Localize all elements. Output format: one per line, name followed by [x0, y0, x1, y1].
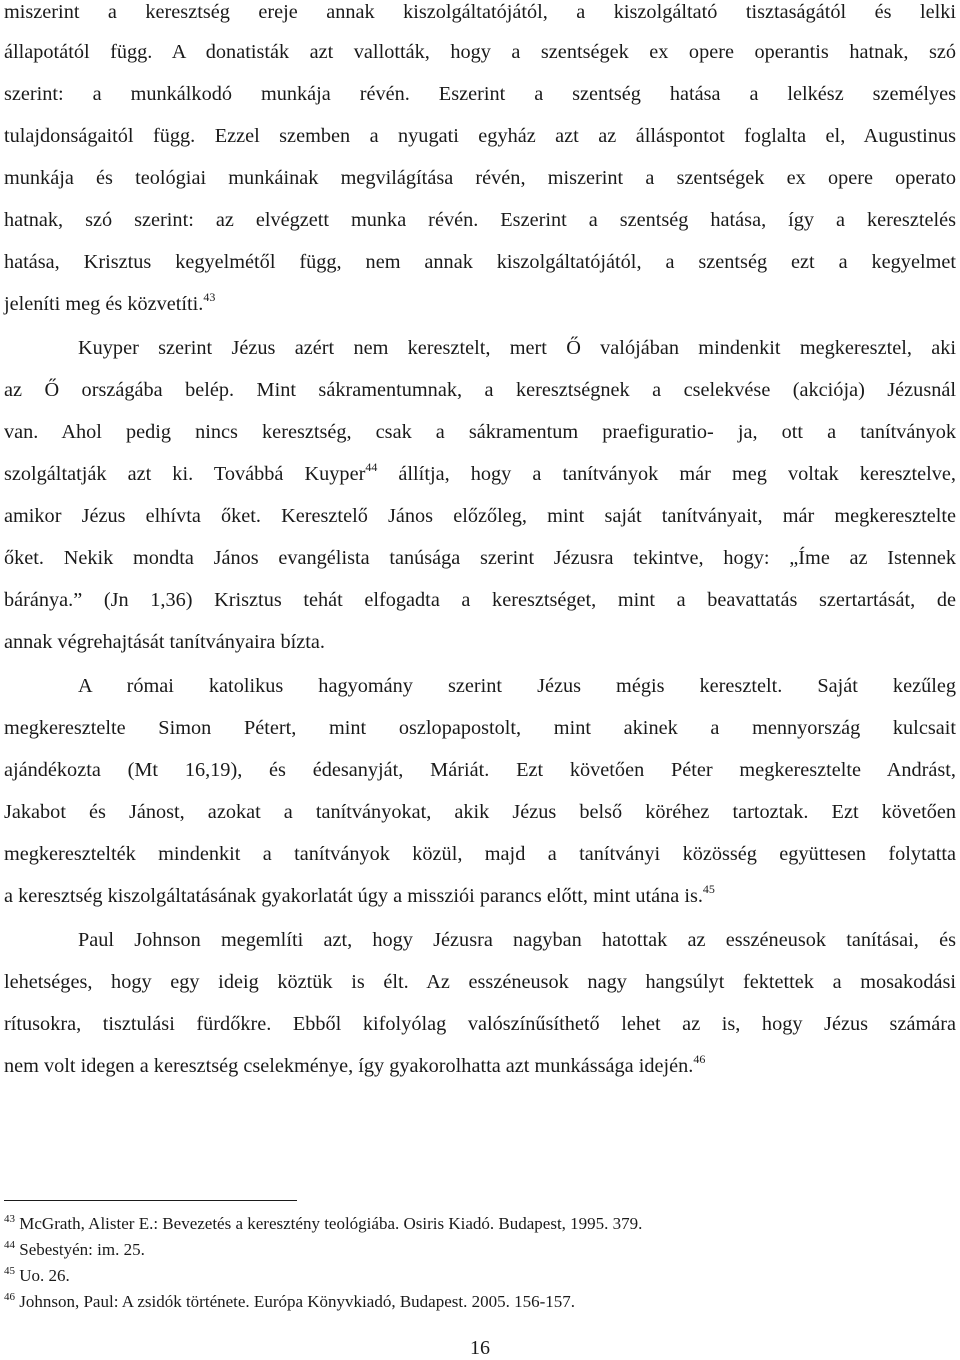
body-text-line: Kuyper szerint Jézus azért nem keresztelt, mert Ő valójában mindenkit megkeresztel, aki — [78, 337, 956, 359]
line-text: a keresztség kiszolgáltatásának gyakorlatát úgy a missziói parancs előtt, mint utána is. — [4, 885, 703, 907]
body-text-line — [4, 462, 956, 486]
body-text-line: az Ő országába belép. Mint sákramentumnak, a keresztségnek a cselekvése (akciója) Jézusnál — [4, 379, 956, 401]
footnote-text: Uo. 26. — [19, 1266, 70, 1285]
body-text-line: annak végrehajtását tanítványaira bízta. — [4, 631, 325, 653]
body-text-line: Jakabot és Jánost, azokat a tanítványokat, akik Jézus belső köréhez tartoztak. Ezt követően — [4, 801, 956, 823]
body-text-line — [4, 1054, 956, 1078]
body-text-line: Paul Johnson megemlíti azt, hogy Jézusra nagyban hatottak az esszéneusok tanításai, és — [78, 929, 956, 951]
body-text-line: munkája és teológiai munkáinak megvilágítása révén, miszerint a szentségek ex opere operato — [4, 167, 956, 189]
footnote-ref[interactable]: 43 — [203, 290, 216, 304]
body-text-line: rítusokra, tisztulási fürdőkre. Ebből kifolyólag valószínűsíthető lehet az is, hogy Jézus számára — [4, 1013, 956, 1035]
body-text-line: báránya.” (Jn 1,36) Krisztus tehát elfogadta a keresztséget, mint a beavattatás szertartását, de — [4, 589, 956, 611]
page-number: 16 — [470, 1337, 490, 1359]
body-text-line: A római katolikus hagyomány szerint Jézus mégis keresztelt. Saját kezűleg — [78, 675, 956, 697]
footnote — [4, 1240, 145, 1260]
footnote-ref[interactable]: 44 — [365, 460, 378, 474]
footnote-ref[interactable]: 46 — [693, 1052, 706, 1066]
body-text-line: megkeresztelte Simon Pétert, mint oszlopapostolt, mint akinek a mennyország kulcsait — [4, 717, 956, 739]
footnote-number: 46 — [4, 1291, 15, 1303]
body-text-line: hatása, Krisztus kegyelmétől függ, nem annak kiszolgáltatójától, a szentség ezt a kegyelmet — [4, 251, 956, 273]
line-text: állítja, hogy a tanítványok már meg voltak keresztelve, — [377, 463, 956, 485]
footnote-number: 45 — [4, 1265, 15, 1277]
line-text: jeleníti meg és közvetíti. — [4, 293, 204, 315]
footnote — [4, 1214, 642, 1234]
footnote — [4, 1292, 575, 1312]
footnote-separator — [4, 1200, 297, 1201]
footnote-text: Johnson, Paul: A zsidók története. Európa Könyvkiadó, Budapest. 2005. 156-157. — [19, 1292, 575, 1311]
line-text: nem volt idegen a keresztség cselekménye, így gyakorolhatta azt munkássága idején. — [4, 1055, 694, 1077]
body-text-line: megkeresztelték mindenkit a tanítványok közül, majd a tanítványi közösség együttesen folytatta — [4, 843, 956, 865]
footnote-text: Sebestyén: im. 25. — [19, 1240, 145, 1259]
body-text-line — [4, 884, 956, 908]
body-text-line: miszerint a keresztség ereje annak kiszolgáltatójától, a kiszolgáltató tisztaságától és lelki — [4, 1, 956, 23]
line-text: szolgáltatják azt ki. Továbbá Kuyper — [4, 463, 366, 485]
footnote-text: McGrath, Alister E.: Bevezetés a keresztény teológiába. Osiris Kiadó. Budapest, 1995. 379. — [19, 1214, 643, 1233]
body-text-line: őket. Nekik mondta János evangélista tanúsága szerint Jézusra tekintve, hogy: „Íme az Istennek — [4, 547, 956, 569]
body-text-line: állapotától függ. A donatisták azt vallották, hogy a szentségek ex opere operantis hatnak, szó — [4, 41, 956, 63]
body-text-line: ajándékozta (Mt 16,19), és édesanyját, Máriát. Ezt követően Péter megkeresztelte Andrást, — [4, 759, 956, 781]
body-text-line: van. Ahol pedig nincs keresztség, csak a sákramentum praefiguratio- ja, ott a tanítványok — [4, 421, 956, 443]
body-text-line: amikor Jézus elhívta őket. Keresztelő János előzőleg, mint saját tanítványait, már megkeresztelte — [4, 505, 956, 527]
footnote-ref[interactable]: 45 — [702, 882, 715, 896]
body-text-line — [4, 292, 956, 316]
footnote-number: 44 — [4, 1239, 15, 1251]
body-text-line: hatnak, szó szerint: az elvégzett munka révén. Eszerint a szentség hatása, így a keresztelés — [4, 209, 956, 231]
footnote-number: 43 — [4, 1213, 15, 1225]
body-text-line: lehetséges, hogy egy ideig köztük is élt. Az esszéneusok nagy hangsúlyt fektettek a mosakodási — [4, 971, 956, 993]
body-text-line: tulajdonságaitól függ. Ezzel szemben a nyugati egyház azt az álláspontot foglalta el, Augustinus — [4, 125, 956, 147]
body-text-line: szerint: a munkálkodó munkája révén. Eszerint a szentség hatása a lelkész személyes — [4, 83, 956, 105]
footnote — [4, 1266, 70, 1286]
